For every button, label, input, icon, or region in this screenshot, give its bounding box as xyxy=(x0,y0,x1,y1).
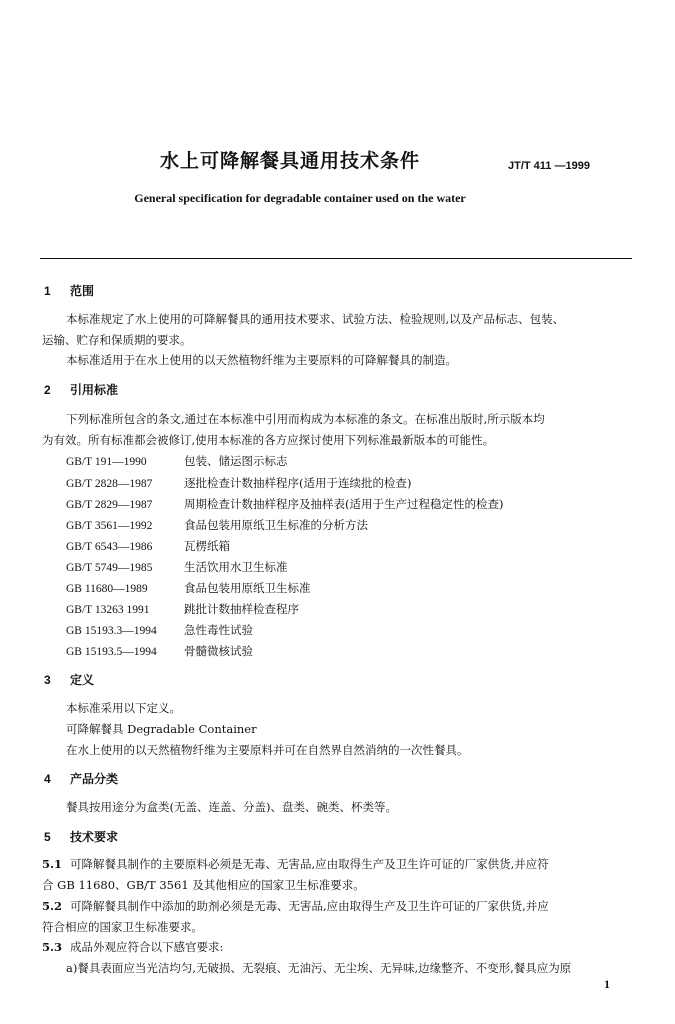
reference-name: 瓦楞纸箱 xyxy=(184,539,230,553)
section-1-paragraph-1-line-1: 本标准规定了水上使用的可降解餐具的通用技术要求、试验方法、检验规则,以及产品标志、包装、 xyxy=(66,312,565,326)
section-3-definition: 在水上使用的以天然植物纤维为主要原料并可在自然界自然消纳的一次性餐具。 xyxy=(66,743,469,757)
section-number: 5 xyxy=(44,830,51,844)
clause-number: 5.2 xyxy=(42,899,63,913)
clause-5-3-item-a: a)餐具表面应当光洁均匀,无破损、无裂痕、无油污、无尘埃、无异味,边缘整齐、不变形,餐具应为原 xyxy=(66,961,572,975)
english-title: General specification for degradable container used on the water xyxy=(134,191,466,205)
reference-name: 骨髓微核试验 xyxy=(184,644,253,658)
reference-name: 食品包装用原纸卫生标准的分析方法 xyxy=(184,518,368,532)
clause-5-2-line-2: 符合相应的国家卫生标准要求。 xyxy=(42,920,203,934)
clause-number: 5.3 xyxy=(42,940,63,954)
page-number: 1 xyxy=(604,977,610,991)
section-2-heading xyxy=(44,381,118,398)
clause-text: 可降解餐具制作中添加的助剂必须是无毒、无害品,应由取得生产及卫生许可证的厂家供货,并应 xyxy=(70,899,549,913)
clause-5-1-line-2: 合 GB 11680、GB/T 3561 及其他相应的国家卫生标准要求。 xyxy=(42,878,365,892)
reference-name: 逐批检查计数抽样程序(适用于连续批的检查) xyxy=(184,476,412,490)
reference-item xyxy=(66,496,503,512)
clause-text: 可降解餐具制作的主要原料必须是无毒、无害品,应由取得生产及卫生许可证的厂家供货,并应符 xyxy=(70,857,549,871)
reference-item xyxy=(66,517,368,533)
clause-5-3-line-1 xyxy=(42,939,223,955)
reference-name: 生活饮用水卫生标准 xyxy=(184,560,288,574)
reference-item xyxy=(66,475,411,491)
clause-5-2-line-1 xyxy=(42,898,549,914)
clause-number: 5.1 xyxy=(42,857,63,871)
section-number: 2 xyxy=(44,383,51,397)
reference-code: GB/T 191—1990 xyxy=(66,456,147,468)
document-title: 水上可降解餐具通用技术条件 xyxy=(159,150,420,172)
section-title: 技术要求 xyxy=(70,830,119,844)
reference-code: GB 11680—1989 xyxy=(66,583,148,595)
reference-name: 食品包装用原纸卫生标准 xyxy=(184,581,311,595)
section-number: 4 xyxy=(44,772,51,786)
clause-text: 成品外观应符合以下感官要求: xyxy=(70,940,224,954)
section-4-heading xyxy=(44,770,118,787)
section-3-term: 可降解餐具 Degradable Container xyxy=(66,722,257,736)
standard-number: JT/T 411 —1999 xyxy=(508,160,590,172)
reference-code: GB 15193.5—1994 xyxy=(66,646,157,658)
reference-name: 包装、储运图示标志 xyxy=(184,454,288,468)
section-5-heading xyxy=(44,828,118,845)
section-2-paragraph-line-2: 为有效。所有标准都会被修订,使用本标准的各方应探讨使用下列标准最新版本的可能性。 xyxy=(42,433,495,447)
section-title: 引用标准 xyxy=(70,383,119,397)
reference-code: GB/T 6543—1986 xyxy=(66,541,153,553)
reference-code: GB/T 2829—1987 xyxy=(66,499,153,511)
section-title: 范围 xyxy=(70,284,95,298)
section-3-heading xyxy=(44,671,94,688)
reference-item xyxy=(66,559,288,575)
section-title: 定义 xyxy=(70,673,95,687)
reference-item xyxy=(66,622,253,638)
section-4-line-1: 餐具按用途分为盒类(无盖、连盖、分盖)、盘类、碗类、杯类等。 xyxy=(66,800,397,814)
clause-5-1-line-1 xyxy=(42,856,549,872)
reference-item xyxy=(66,538,230,554)
reference-code: GB/T 5749—1985 xyxy=(66,562,153,574)
reference-name: 周期检查计数抽样程序及抽样表(适用于生产过程稳定性的检查) xyxy=(184,497,504,511)
section-number: 1 xyxy=(44,284,51,298)
reference-item xyxy=(66,601,299,617)
reference-name: 跳批计数抽样检查程序 xyxy=(184,602,299,616)
reference-item xyxy=(66,580,311,596)
section-number: 3 xyxy=(44,673,51,687)
reference-code: GB/T 3561—1992 xyxy=(66,520,153,532)
section-3-line-1: 本标准采用以下定义。 xyxy=(66,701,181,715)
reference-item xyxy=(66,453,288,469)
header-divider xyxy=(40,258,632,259)
section-1-paragraph-2: 本标准适用于在水上使用的以天然植物纤维为主要原料的可降解餐具的制造。 xyxy=(66,353,457,367)
reference-item xyxy=(66,643,253,659)
reference-name: 急性毒性试验 xyxy=(184,623,253,637)
reference-code: GB 15193.3—1994 xyxy=(66,625,157,637)
section-1-heading xyxy=(44,282,94,299)
reference-code: GB/T 2828—1987 xyxy=(66,478,153,490)
section-1-paragraph-1-line-2: 运输、贮存和保质期的要求。 xyxy=(42,333,192,347)
section-title: 产品分类 xyxy=(70,772,119,786)
reference-code: GB/T 13263 1991 xyxy=(66,604,150,616)
section-2-paragraph-line-1: 下列标准所包含的条文,通过在本标准中引用而构成为本标准的条文。在标准出版时,所示版本均 xyxy=(66,412,545,426)
